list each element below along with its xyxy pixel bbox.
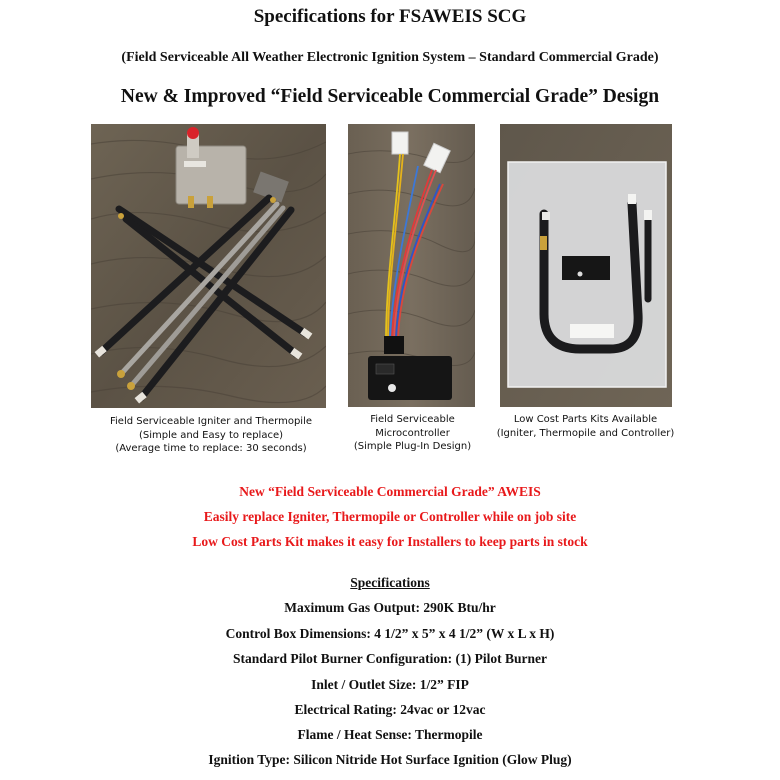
specifications-heading: Specifications: [350, 575, 430, 590]
caption-line: (Simple and Easy to replace): [138, 429, 284, 441]
caption-line: (Igniter, Thermopile and Controller): [496, 427, 675, 439]
highlight-line: New “Field Serviceable Commercial Grade” AWEIS: [239, 484, 541, 499]
microcontroller-caption: [340, 413, 485, 454]
highlight-line: Easily replace Igniter, Thermopile or Controller while on job site: [203, 509, 577, 524]
spec-inlet-outlet-size: Inlet / Outlet Size: 1/2” FIP: [311, 677, 469, 692]
microcontroller-photo: [348, 124, 475, 407]
caption-line: Field Serviceable: [370, 414, 455, 425]
caption-line: Microcontroller: [375, 427, 450, 439]
spec-ignition-type: Ignition Type: Silicon Nitride Hot Surface Ignition (Glow Plug): [208, 752, 572, 767]
highlight-line: Low Cost Parts Kit makes it easy for Installers to keep parts in stock: [192, 534, 588, 549]
spec-flame-heat-sense: Flame / Heat Sense: Thermopile: [297, 727, 483, 742]
parts-kit-image: [500, 124, 672, 407]
igniter-thermopile-image: [91, 124, 326, 408]
parts-kit-caption: [488, 413, 683, 440]
design-heading: New & Improved “Field Serviceable Commercial Grade” Design: [120, 86, 660, 107]
parts-kit-photo: [500, 124, 672, 407]
spec-max-gas-output: Maximum Gas Output: 290K Btu/hr: [284, 600, 496, 615]
spec-electrical-rating: Electrical Rating: 24vac or 12vac: [294, 702, 486, 717]
page-title: Specifications for FSAWEIS SCG: [253, 6, 527, 27]
caption-line: Field Serviceable Igniter and Thermopile: [109, 416, 313, 427]
caption-line: Low Cost Parts Kits Available: [513, 414, 658, 425]
caption-line: (Simple Plug-In Design): [353, 441, 472, 452]
caption-line: (Average time to replace: 30 seconds): [115, 443, 307, 454]
igniter-thermopile-caption: [91, 415, 331, 456]
igniter-thermopile-photo: [91, 124, 326, 408]
page-subtitle: (Field Serviceable All Weather Electronic Ignition System – Standard Commercial Grade): [121, 50, 659, 65]
spec-pilot-burner-config: Standard Pilot Burner Configuration: (1) Pilot Burner: [232, 651, 547, 666]
microcontroller-image: [348, 124, 475, 407]
spec-control-box-dimensions: Control Box Dimensions: 4 1/2” x 5” x 4 1/2” (W x L x H): [225, 626, 555, 641]
